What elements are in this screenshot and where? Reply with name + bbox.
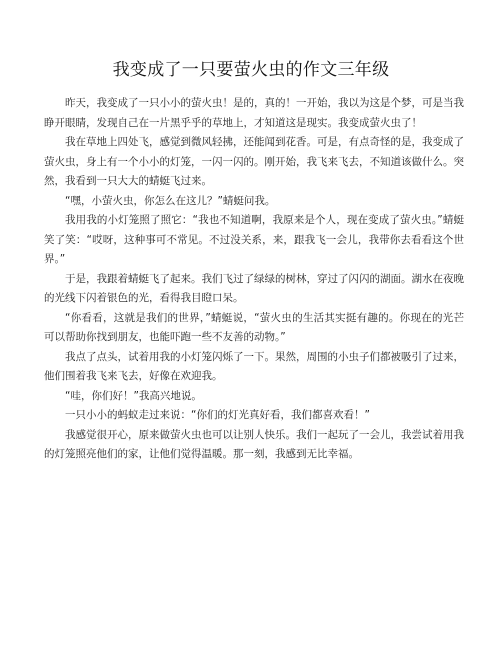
paragraph: 我感觉很开心，原来做萤火虫也可以让别人快乐。我们一起玩了一会儿，我尝试着用我的灯笼照亮他们的家，让他们觉得温暖。那一刻，我感到无比幸福。 [44,428,464,460]
paragraph: 我用我的小灯笼照了照它：“我也不知道啊，我原来是个人，现在变成了萤火虫。”蜻蜓笑了笑：“哎呀，这种事可不常见。不过没关系，来，跟我飞一会儿，我带你去看看这个世界。” [44,214,464,265]
paragraph: 于是，我跟着蜻蜓飞了起来。我们飞过了绿绿的树林，穿过了闪闪的湖面。湖水在夜晚的光线下闪着银色的光，看得我目瞪口呆。 [44,272,464,304]
document-body [44,94,464,465]
paragraph: 我点了点头，试着用我的小灯笼闪烁了一下。果然，周围的小虫子们都被吸引了过来，他们围着我飞来飞去，好像在欢迎我。 [44,350,464,382]
paragraph: “哇，你们好！”我高兴地说。 [65,389,202,402]
paragraph: 我在草地上四处飞，感觉到微风轻拂，还能闻到花香。可是，有点奇怪的是，我变成了萤火虫，身上有一个小小的灯笼，一闪一闪的。刚开始，我飞来飞去，不知道该做什么。突然，我看到一只大大的蜻蜓飞过来。 [44,136,464,187]
paragraph: 昨天，我变成了一只小小的萤火虫！是的，真的！一开始，我以为这是个梦，可是当我睁开眼睛，发现自己在一片黑乎乎的草地上，才知道这是现实。我变成萤火虫了！ [44,97,464,129]
paragraph: “你看看，这就是我们的世界，”蜻蜓说，“萤火虫的生活其实挺有趣的。你现在的光芒可以帮助你找到朋友，也能吓跑一些不友善的动物。” [44,311,464,343]
paragraph: 一只小小的蚂蚁走过来说：“你们的灯光真好看，我们都喜欢看！” [65,409,370,421]
paragraph: “嘿，小萤火虫，你怎么在这儿？”蜻蜓问我。 [65,194,276,207]
document-title: 我变成了一只要萤火虫的作文三年级 [112,60,390,80]
